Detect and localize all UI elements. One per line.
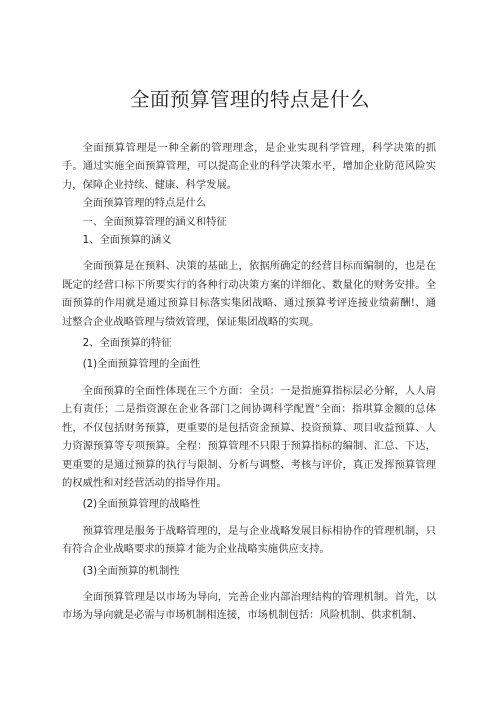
section-heading-1: 一、全面预算管理的涵义和特征 [82,215,227,228]
document-body [62,139,436,625]
feature-heading-3: (3)全面预算的机制性 [82,564,180,577]
feature-heading-1: (1)全面预算管理的全面性 [82,358,201,371]
strategy-paragraph: 预算管理是服务于战略管理的，是与企业战略发展目标相协作的管理机制，只有符合企业战略要求的预算才能为企业战略实施供应支持。 [62,524,436,556]
heading-features: 全面预算管理的特点是什么 [82,197,207,210]
subheading-features: 2、全面预算的特征 [82,337,172,350]
intro-paragraph: 全面预算管理是一种全新的管理理念，是企业实现科学管理，科学决策的抓手。通过实施全面预算管理，可以提高企业的科学决策水平，增加企业防范风险实力，保障企业持续、健康、科学发展。 [62,142,436,191]
feature-heading-2: (2)全面预算管理的战略性 [82,498,201,511]
mechanism-paragraph: 全面预算管理是以市场为导向，完善企业内部治理结构的管理机制。首先，以市场为导向就是必需与市场机制相连接，市场机制包括：风险机制、供求机制、 [62,590,436,622]
document-title: 全面预算管理的特点是什么 [129,88,370,111]
subheading-definition: 1、全面预算的涵义 [82,234,172,247]
definition-paragraph: 全面预算是在预料、决策的基础上，依据所确定的经营目标而编制的，也是在既定的经营口标下所要实行的各种行动决策方案的详细化、数量化的财务安排。全面预算的作用就是通过预算目标落实集团战略、通过预算考评连接业绩薪酬!、通过整合企业战略管理与绩效管理，保证集团战略的实现。 [62,260,436,328]
comprehensiveness-paragraph: 全面预算的全面性体现在三个方面：全员：一是指施算指标层必分解，人人肩上有责任；二是指资源在企业各部门之间协调科学配置”全面：指琪算金额的总体性，不仅包括财务预算，更重要的是包括资金预算、投资预算、项目收益预算、人力资源预算等专项预算。全程：预算管理不只限于预算指标的编制、汇总、下达，更重要的是通过预算的执行与限制、分析与调整、考核与评价，真正发挥预算管理的权威性和对经营活动的指导作用。 [62,384,436,489]
